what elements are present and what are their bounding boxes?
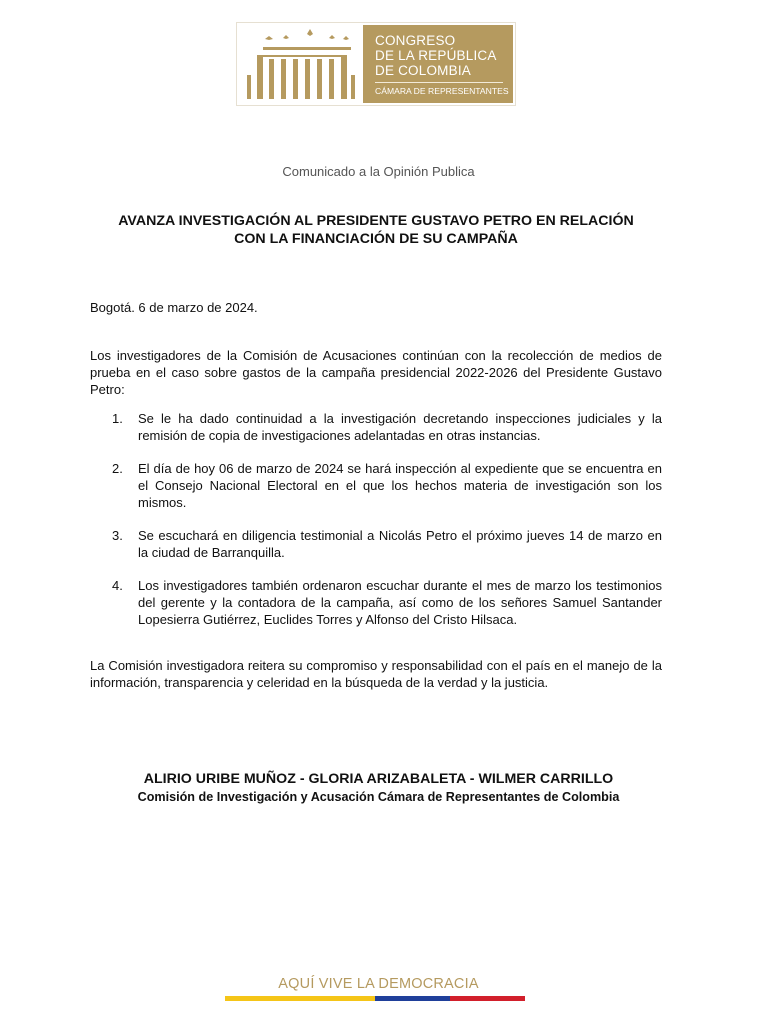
list-item bbox=[90, 527, 662, 561]
colombia-flag-bar bbox=[225, 996, 525, 1001]
investigation-steps-list bbox=[90, 410, 662, 628]
list-item bbox=[90, 577, 662, 628]
logo-line-congreso: CONGRESO bbox=[375, 33, 456, 48]
logo-line-colombia: DE COLOMBIA bbox=[375, 63, 471, 78]
flag-blue-stripe bbox=[375, 996, 450, 1001]
list-item-text: Los investigadores también ordenaron escuchar durante el mes de marzo los testimonios del gerente y la contadora de la campaña, así como de los señores Samuel Santander Lopesierra Gutiérrez, Euclides Torres y Alfonso del Cristo Hilsaca. bbox=[138, 578, 662, 627]
logo-divider bbox=[375, 82, 503, 83]
flag-yellow-stripe bbox=[225, 996, 375, 1001]
list-item-text: El día de hoy 06 de marzo de 2024 se hará inspección al expediente que se encuentra en el Consejo Nacional Electoral en el que los hechos materia de investigación son los mismos. bbox=[138, 461, 662, 510]
signatory-role: Comisión de Investigación y Acusación Cámara de Representantes de Colombia bbox=[137, 790, 620, 804]
list-item-number: 4. bbox=[112, 578, 123, 593]
list-item-text: Se escuchará en diligencia testimonial a Nicolás Petro el próximo jueves 14 de marzo en la ciudad de Barranquilla. bbox=[138, 528, 662, 560]
closing-paragraph: La Comisión investigadora reitera su compromiso y responsabilidad con el país en el manejo de la información, transparencia y celeridad en la búsqueda de la verdad y la justicia. bbox=[90, 658, 662, 690]
list-item-number: 1. bbox=[112, 411, 123, 426]
list-item bbox=[90, 410, 662, 444]
footer-slogan: AQUÍ VIVE LA DEMOCRACIA bbox=[278, 976, 479, 992]
list-item-text: Se le ha dado continuidad a la investigación decretando inspecciones judiciales y la remisión de copia de investigaciones adelantadas en otras instancias. bbox=[138, 411, 662, 443]
capitol-building-icon bbox=[241, 25, 361, 103]
signatories: ALIRIO URIBE MUÑOZ - GLORIA ARIZABALETA - WILMER CARRILLO bbox=[143, 771, 614, 787]
logo-subtitle: CÁMARA DE REPRESENTANTES bbox=[375, 86, 509, 96]
document-kicker: Comunicado a la Opinión Publica bbox=[282, 164, 475, 179]
flag-red-stripe bbox=[450, 996, 525, 1001]
list-item bbox=[90, 460, 662, 511]
document-date: Bogotá. 6 de marzo de 2024. bbox=[90, 300, 258, 315]
headline-line-1: AVANZA INVESTIGACIÓN AL PRESIDENTE GUSTAVO PETRO EN RELACIÓN bbox=[118, 213, 634, 229]
document-headline bbox=[90, 212, 662, 248]
list-item-number: 3. bbox=[112, 528, 123, 543]
logo-line-republica: DE LA REPÚBLICA bbox=[375, 48, 497, 63]
congress-logo bbox=[236, 22, 516, 106]
logo-text-panel bbox=[363, 25, 513, 103]
list-item-number: 2. bbox=[112, 461, 123, 476]
intro-paragraph: Los investigadores de la Comisión de Acusaciones continúan con la recolección de medios de prueba en el caso sobre gastos de la campaña presidencial 2022-2026 del Presidente Gustavo Petro: bbox=[90, 348, 662, 397]
headline-line-2: CON LA FINANCIACIÓN DE SU CAMPAÑA bbox=[234, 231, 518, 247]
